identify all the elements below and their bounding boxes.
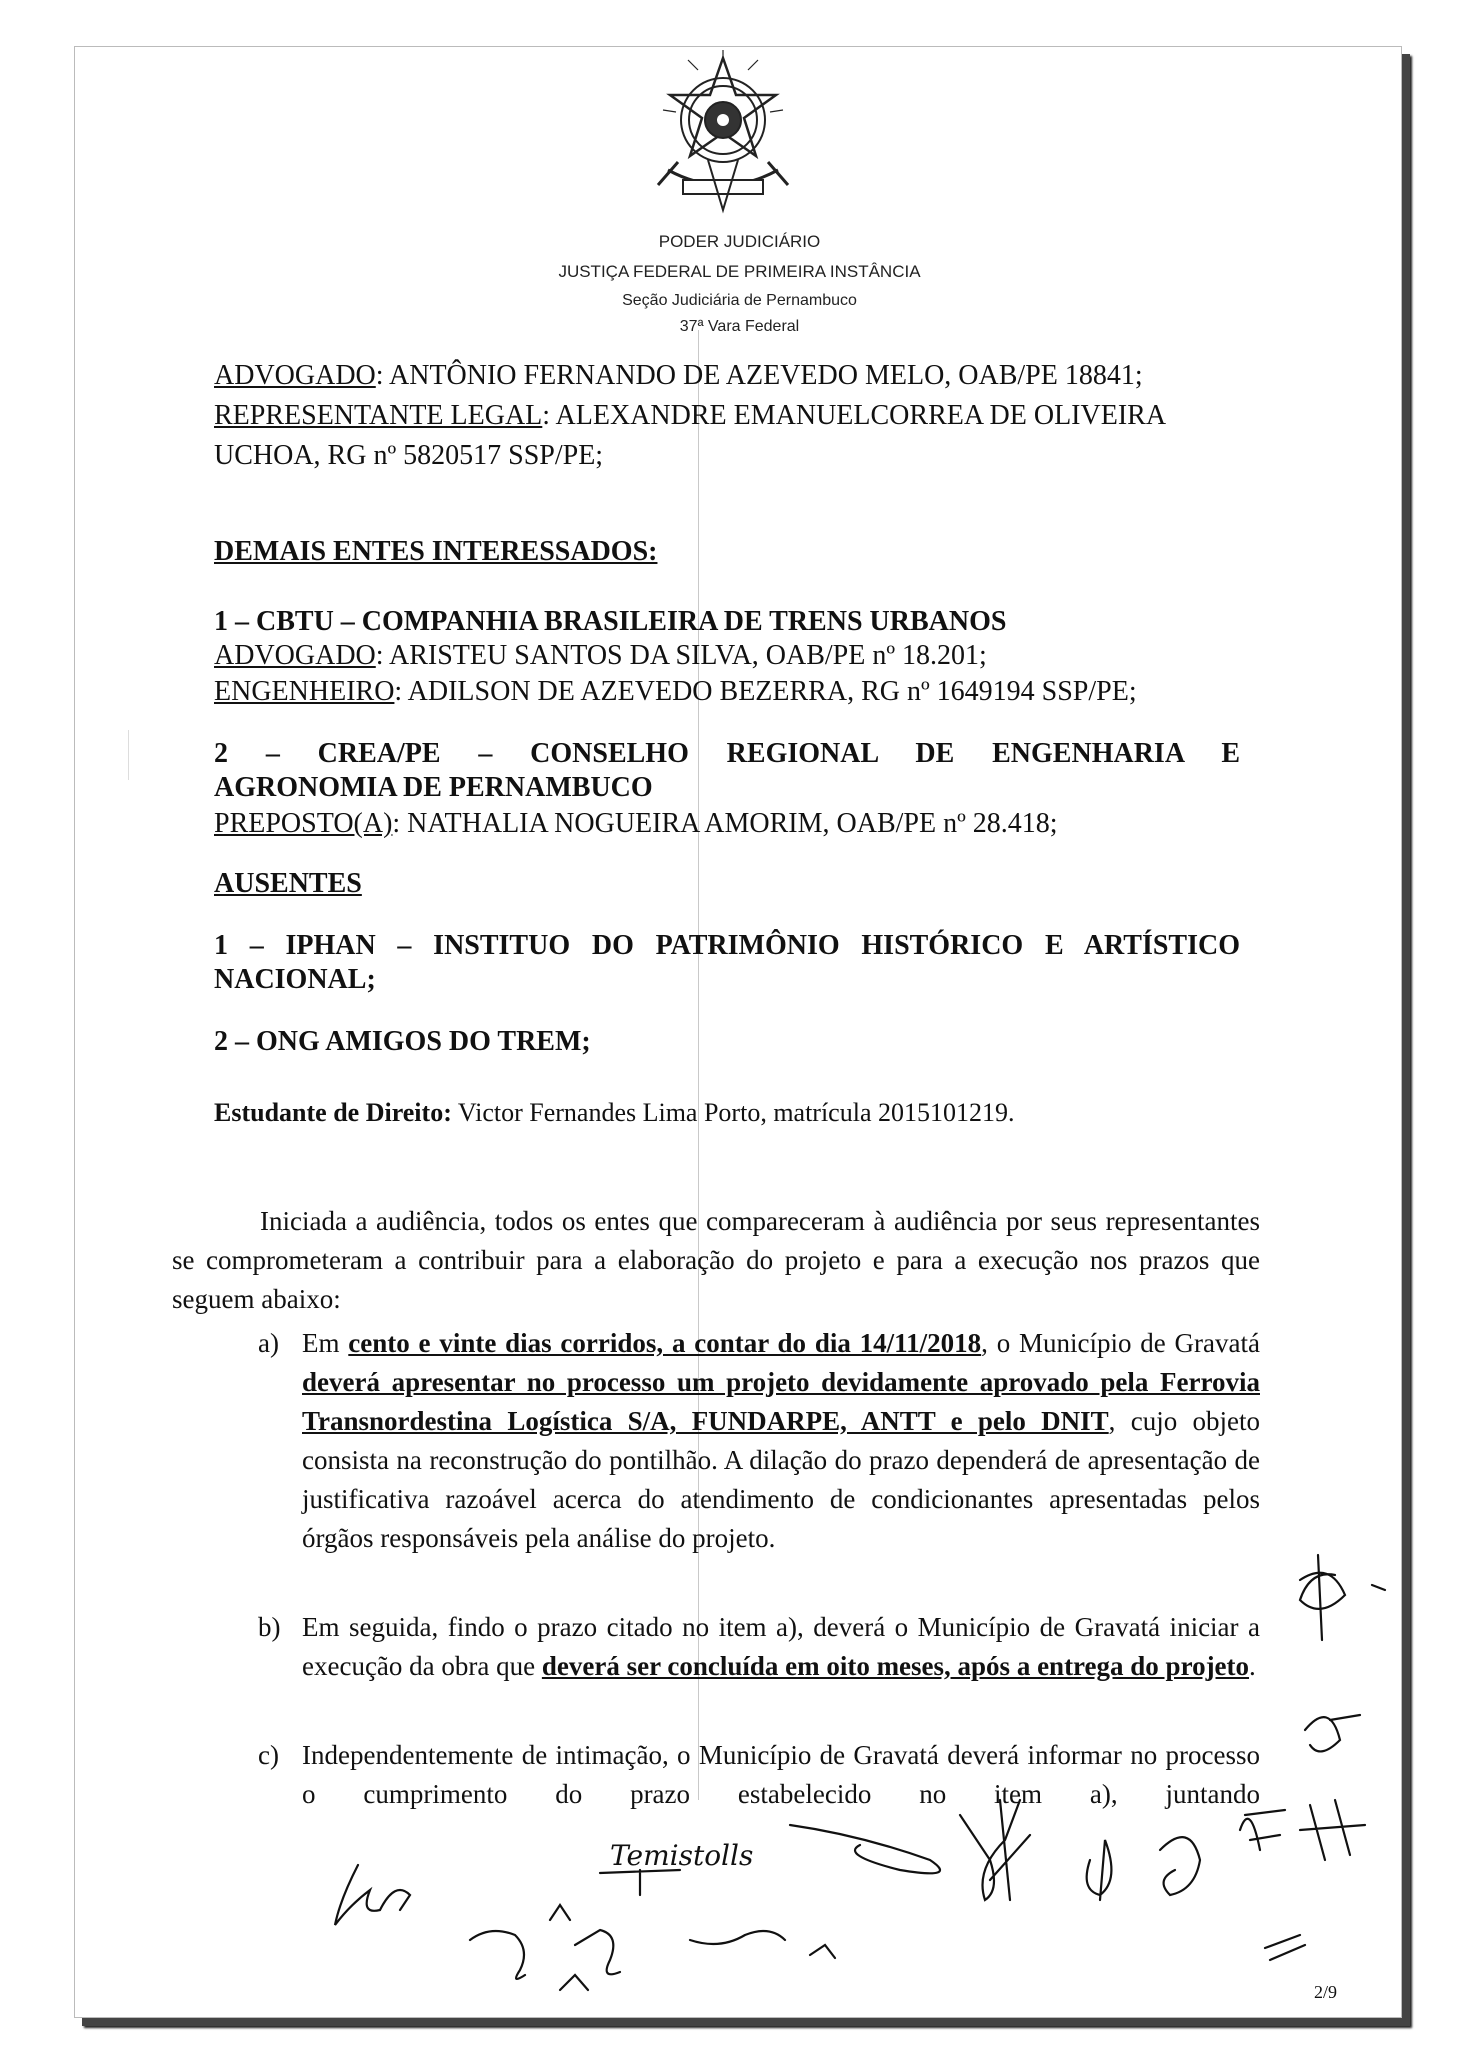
header-justica-federal: JUSTIÇA FEDERAL DE PRIMEIRA INSTÂNCIA xyxy=(558,262,921,281)
item-b-mark: b) xyxy=(258,1612,281,1642)
advogado-label: ADVOGADO xyxy=(214,360,376,391)
cbtu-advogado-label: ADVOGADO xyxy=(214,640,376,671)
representante-label: REPRESENTANTE LEGAL xyxy=(214,400,543,431)
crea-preposto-label: PREPOSTO(A) xyxy=(214,808,393,839)
item-a-obligation: deverá apresentar no processo um projeto devidamente aprovado pela Ferrovia Transnordestina Logística S/A, FUNDARPE, ANTT e pelo DNIT xyxy=(302,1367,1260,1436)
demais-heading: DEMAIS ENTES INTERESSADOS: xyxy=(214,536,658,567)
cbtu-title: 1 – CBTU – COMPANHIA BRASILEIRA DE TRENS URBANOS xyxy=(214,606,1007,637)
ausentes-item1-line2: NACIONAL; xyxy=(214,964,376,995)
cbtu-engenheiro-value: : ADILSON DE AZEVEDO BEZERRA, RG nº 1649194 SSP/PE; xyxy=(394,676,1137,707)
signature-temistocles: Temistolls xyxy=(610,1839,754,1872)
crea-title-2: AGRONOMIA DE PERNAMBUCO xyxy=(214,772,653,803)
item-a-deadline: cento e vinte dias corridos, a contar do dia 14/11/2018 xyxy=(348,1328,982,1358)
crea-preposto-value: : NATHALIA NOGUEIRA AMORIM, OAB/PE nº 28.418; xyxy=(392,808,1058,839)
ausentes-heading: AUSENTES xyxy=(214,868,362,899)
item-c-mark: c) xyxy=(258,1740,279,1770)
header-vara-federal: 37ª Vara Federal xyxy=(679,318,800,335)
representante-value: : ALEXANDRE EMANUELCORREA DE OLIVEIRA xyxy=(542,400,1167,431)
ausentes-item2: 2 – ONG AMIGOS DO TREM; xyxy=(214,1026,591,1057)
cbtu-engenheiro-label: ENGENHEIRO xyxy=(214,676,395,707)
header-secao-judiciaria: Seção Judiciária de Pernambuco xyxy=(622,292,857,309)
item-b-t1: Em seguida, findo o prazo citado no item a), deverá o Município de Gravatá iniciar a execução da obra que xyxy=(302,1612,1260,1681)
item-b-t3: . xyxy=(1249,1651,1256,1681)
item-a-t1: Em xyxy=(302,1328,349,1358)
advogado-value: : ANTÔNIO FERNANDO DE AZEVEDO MELO, OAB/PE 18841; xyxy=(375,360,1143,391)
item-b-deadline: deverá ser concluída em oito meses, após a entrega do projeto xyxy=(541,1651,1250,1681)
item-a-t3: , o Município de Gravatá xyxy=(981,1328,1260,1358)
item-c-text: Independentemente de intimação, o Município de Gravatá deverá informar no processo o cumprimento do prazo estabelecido no item a), juntando xyxy=(302,1740,1260,1809)
item-a-mark: a) xyxy=(258,1328,279,1358)
estudante-label: Estudante de Direito: xyxy=(214,1098,452,1127)
ausentes-item1-line1: 1 – IPHAN – INSTITUO DO PATRIMÔNIO HISTÓRICO E ARTÍSTICO xyxy=(214,930,1240,961)
estudante-value: Victor Fernandes Lima Porto, matrícula 2015101219. xyxy=(451,1098,1015,1127)
intro-paragraph: Iniciada a audiência, todos os entes que compareceram à audiência por seus representantes se comprometeram a contribuir para a elaboração do projeto e para a execução nos prazos que seguem abaixo: xyxy=(172,1206,1260,1314)
header-poder-judiciario: PODER JUDICIÁRIO xyxy=(658,232,821,251)
item-a-t5: , cujo objeto consista na reconstrução do pontilhão. A dilação do prazo dependerá de apresentação de justificativa razoável acerca do atendimento de condicionantes apresentadas pelos órgãos responsáveis pela análise do projeto. xyxy=(302,1406,1260,1553)
crea-title-1: 2 – CREA/PE – CONSELHO REGIONAL DE ENGENHARIA E xyxy=(214,738,1240,769)
cbtu-advogado-value: : ARISTEU SANTOS DA SILVA, OAB/PE nº 18.201; xyxy=(375,640,987,671)
representante-cont: UCHOA, RG nº 5820517 SSP/PE; xyxy=(214,440,604,471)
page-number: 2/9 xyxy=(1314,1982,1338,2002)
